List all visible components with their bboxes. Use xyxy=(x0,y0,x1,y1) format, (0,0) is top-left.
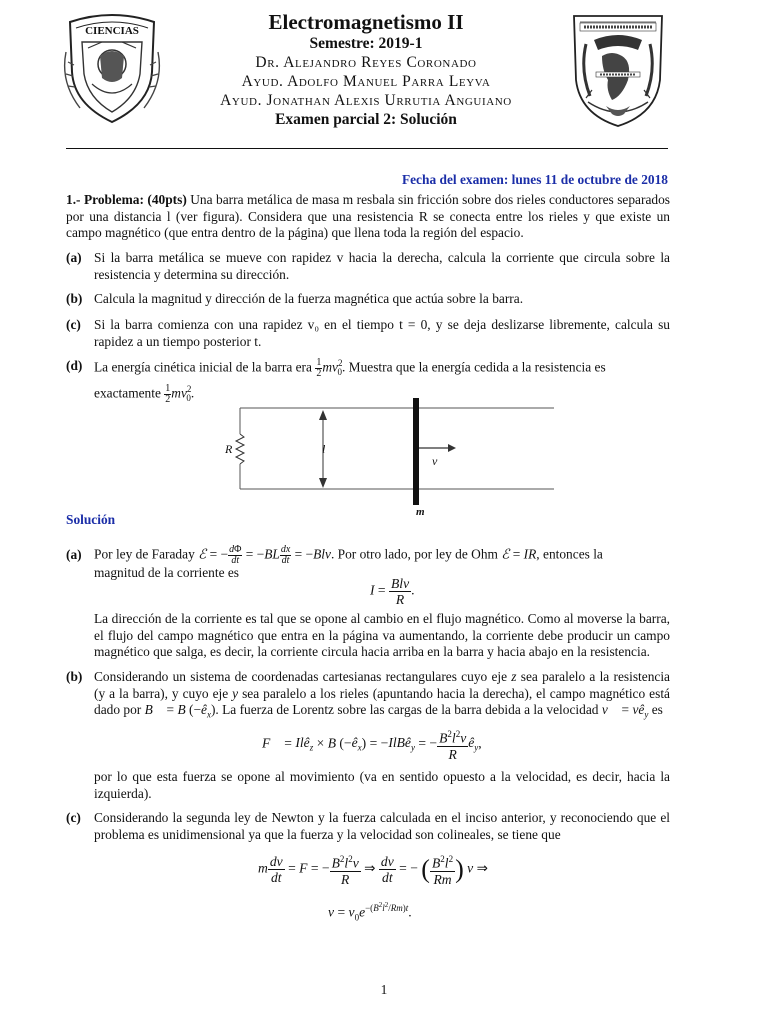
rails-figure xyxy=(220,398,560,518)
exam-date: Fecha del examen: lunes 11 de octubre de 2018 xyxy=(401,172,668,187)
part-b-label: (b) xyxy=(66,291,83,306)
current-equation: I = $\frac{\text{Blv}}{R}$ . xyxy=(370,576,415,607)
problem-intro: Una barra metálica de masa m resbala sin fricción sobre dos rieles conductores separados por una distancia l (ver figura). Considera que una resistencia R se conecta entre los rieles y que existe un campo magnético (que entra dentro de la página) que llena toda la región del espacio. xyxy=(66,192,670,240)
sol-a-label: (a) xyxy=(66,547,82,562)
lorentz-equation: F⃗ = Ilê$_z$ × B $(-ê_x)$ = −IlBê$_y$ = − $\frac{B^2l^2v}{R}$ $ê_y$, xyxy=(262,729,482,762)
sol-a-line2: magnitud de la corriente es xyxy=(94,565,240,580)
sol-b-label: (b) xyxy=(66,669,83,684)
svg-text:CIENCIAS: CIENCIAS xyxy=(85,25,139,37)
sol-a-paragraph: La dirección de la corriente es tal que se opone al cambio en el flujo magnético. Como al moverse la barra, el flujo del campo magnético que entra en la página va aumentando, la corriente debe producir un campo magnético que salga, es decir, la corriente circula hacia arriba en la barra y hacia abajo en la resistencia. xyxy=(94,611,670,659)
course-title: Electromagnetismo II xyxy=(268,10,464,34)
assistant-1: Ayud. Adolfo Manuel Parra Leyva xyxy=(241,73,491,90)
label-l: l xyxy=(322,442,326,456)
page-number: 1 xyxy=(380,982,388,997)
sol-b-after: por lo que esta fuerza se opone al movimiento (va en sentido opuesto a la velocidad, es decir, hacia la izquierda). xyxy=(94,769,670,801)
ciencias-logo xyxy=(62,12,162,127)
solution-heading: Solución xyxy=(66,512,116,527)
part-a-label: (a) xyxy=(66,250,82,265)
velocity-solution: $v = v_0e^{-(B^2l^2/Rm)t}$. xyxy=(328,901,412,923)
part-c-label: (c) xyxy=(66,317,81,332)
header-rule xyxy=(66,148,668,149)
part-d-label: (d) xyxy=(66,358,83,373)
label-v: v xyxy=(432,454,438,468)
sol-c-text: Considerando la segunda ley de Newton y la fuerza calculada en el inciso anterior, y reconociendo que el problema es unidimensional ya que la fuerza y la velocidad son colineales, se tiene que xyxy=(94,810,670,842)
problem-statement xyxy=(66,192,670,242)
newton-equation: m $\frac{dv}{dt}$ = F = − $\frac{B^2l^2v}{R}$ ⇒ $\frac{dv}{dt}$ = − ( $\frac{B^2l^2}{Rm}$ ) v ⇒ xyxy=(258,853,488,887)
professor: Dr. Alejandro Reyes Coronado xyxy=(255,54,477,71)
part-d-text: La energía cinética inicial de la barra era $\frac{1}{2}$ $mv^2_0$. Muestra que la energía cedida a la resistencia es exactamente $\frac{1}{2}$ $mv^2_0$. xyxy=(94,356,606,405)
part-b-text: Calcula la magnitud y dirección de la fuerza magnética que actúa sobre la barra. xyxy=(94,291,524,306)
semester: Semestre: 2019-1 xyxy=(309,35,423,52)
sol-b-text: Considerando un sistema de coordenadas cartesianas rectangulares cuyo eje z sea paralelo a la resistencia (y a la barra), y cuyo eje y sea paralelo a los rieles (apuntando hacia la derecha), el campo magnético está dado por B⃗ = B $(-ê_x)$. La fuerza de Lorentz sobre las cargas de la barra debida a la velocidad v⃗ = $vê_y$ es xyxy=(94,669,670,720)
sol-c-label: (c) xyxy=(66,810,81,825)
sol-a-line1: Por ley de Faraday ℰ = − $\frac{d\Phi}{dt}$ = −BL $\frac{dx}{dt}$ = −Blv. Por otro lado, por ley de Ohm ℰ = IR, entonces la xyxy=(94,544,603,566)
exam-title: Examen parcial 2: Solución xyxy=(275,111,457,128)
label-m: m xyxy=(416,506,425,518)
part-c-text: Si la barra comienza con una rapidez v₀ en el tiempo t = 0, y se deja deslizarse libremente, calcula su rapidez a un tiempo posterior t. xyxy=(94,317,670,349)
problem-label: 1.- Problema: (40pts) xyxy=(66,192,187,207)
assistant-2: Ayud. Jonathan Alexis Urrutia Anguiano xyxy=(220,92,512,109)
exam-header xyxy=(170,10,562,129)
unam-logo xyxy=(566,10,670,130)
label-R: R xyxy=(225,442,233,456)
part-a-text: Si la barra metálica se mueve con rapidez v hacia la derecha, calcula la corriente que circula sobre la resistencia y determina su dirección. xyxy=(94,250,670,282)
